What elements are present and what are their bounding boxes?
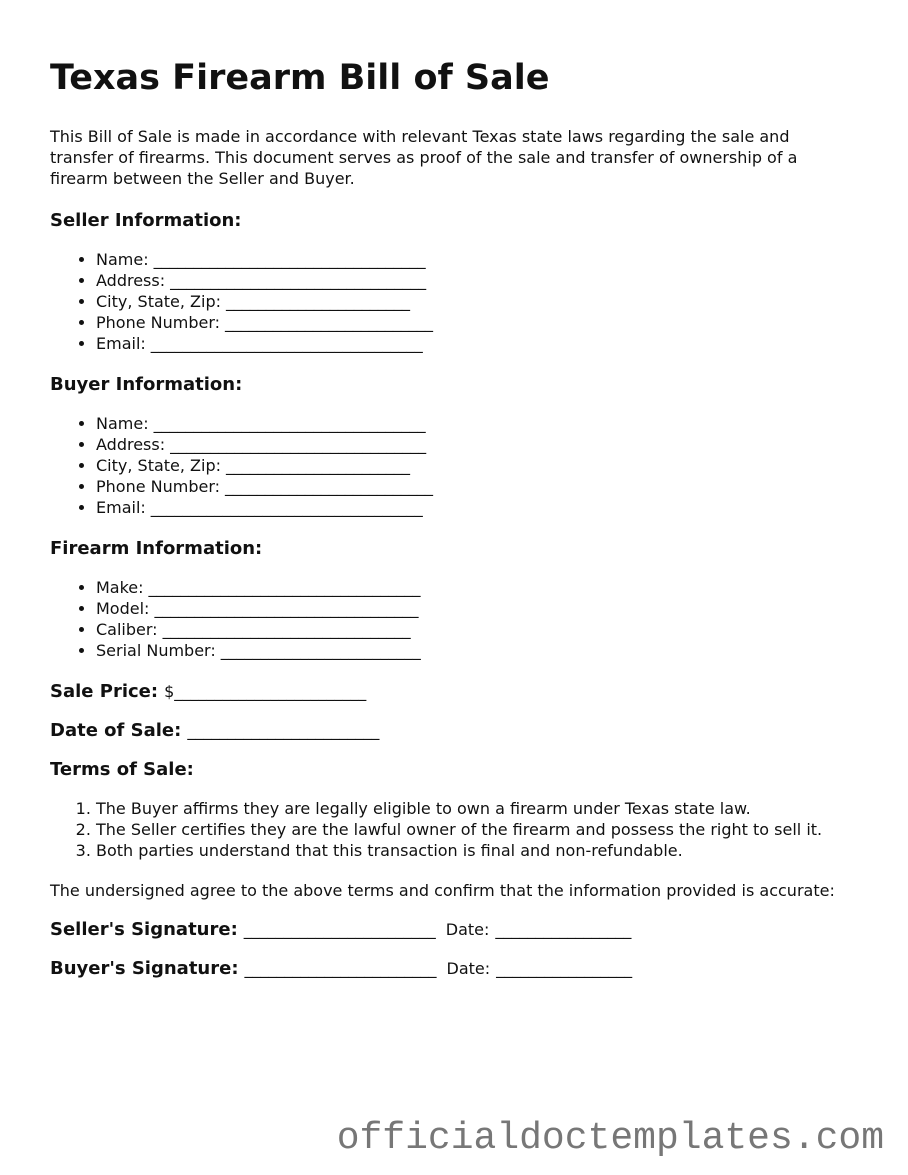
fill-in-line: _______________________ bbox=[226, 456, 411, 475]
field-label: Serial Number: bbox=[96, 641, 216, 660]
field-row-seller-address bbox=[96, 270, 860, 291]
term-item-2: 2. The Seller certifies they are the lawful owner of the firearm and possess the right to sell it. bbox=[96, 819, 860, 840]
seller-information-section bbox=[50, 209, 860, 354]
buyer-signature-label: Buyer's Signature: bbox=[50, 958, 239, 979]
field-row-buyer-email bbox=[96, 497, 860, 518]
fill-in-line: __________________________________ bbox=[148, 578, 421, 597]
term-item-3: 3. Both parties understand that this transaction is final and non-refundable. bbox=[96, 840, 860, 861]
field-row-seller-city-state-zip bbox=[96, 291, 860, 312]
field-label: Address: bbox=[96, 271, 166, 290]
fill-in-line: __________________________________ bbox=[153, 414, 426, 433]
intro-paragraph: This Bill of Sale is made in accordance with relevant Texas state laws regarding the sale and transfer of firearms. This document serves as proof of the sale and transfer of ownership of a firearm between the Seller and Buyer. bbox=[50, 127, 798, 188]
fill-in-line: __________________________________ bbox=[150, 334, 423, 353]
field-row-buyer-name bbox=[96, 413, 860, 434]
watermark-text: officialdoctemplates.com bbox=[336, 1117, 884, 1160]
field-label: Address: bbox=[96, 435, 166, 454]
field-row-seller-phone bbox=[96, 312, 860, 333]
field-row-seller-name bbox=[96, 249, 860, 270]
seller-signature-row bbox=[50, 918, 860, 941]
fill-in-line: _______________________ bbox=[226, 292, 411, 311]
fill-in-line: __________________________________ bbox=[153, 250, 426, 269]
field-label: Make: bbox=[96, 578, 144, 597]
agreement-paragraph: The undersigned agree to the above terms and confirm that the information provided is accurate: bbox=[50, 881, 835, 900]
field-label: Email: bbox=[96, 334, 146, 353]
terms-of-sale-heading: Terms of Sale: bbox=[50, 759, 194, 780]
field-label: Email: bbox=[96, 498, 146, 517]
signature-line: ________________________ bbox=[243, 920, 436, 939]
fill-in-line: _________________________________ bbox=[154, 599, 419, 618]
field-label: Caliber: bbox=[96, 620, 158, 639]
buyer-information-heading: Buyer Information: bbox=[50, 374, 243, 395]
field-label: Name: bbox=[96, 414, 149, 433]
field-label: Phone Number: bbox=[96, 477, 221, 496]
terms-of-sale-section bbox=[50, 758, 860, 861]
field-label: Name: bbox=[96, 250, 149, 269]
firearm-field-list bbox=[50, 577, 860, 661]
term-item-1: 1. The Buyer affirms they are legally eligible to own a firearm under Texas state law. bbox=[96, 798, 860, 819]
field-label: City, State, Zip: bbox=[96, 292, 222, 311]
date-of-sale-row bbox=[50, 719, 860, 742]
field-row-buyer-city-state-zip bbox=[96, 455, 860, 476]
fill-in-line: __________________________________ bbox=[150, 498, 423, 517]
fill-in-line: __________________________ bbox=[225, 477, 434, 496]
sale-price-row bbox=[50, 680, 860, 703]
date-of-sale-label: Date of Sale: bbox=[50, 720, 182, 741]
field-label: City, State, Zip: bbox=[96, 456, 222, 475]
date-line: _________________ bbox=[495, 920, 632, 939]
currency-symbol: $ bbox=[164, 682, 175, 701]
field-row-seller-email bbox=[96, 333, 860, 354]
seller-field-list bbox=[50, 249, 860, 354]
field-row-firearm-make bbox=[96, 577, 860, 598]
buyer-information-section bbox=[50, 373, 860, 518]
document-title: Texas Firearm Bill of Sale bbox=[50, 58, 550, 98]
seller-signature-label: Seller's Signature: bbox=[50, 919, 238, 940]
seller-information-heading: Seller Information: bbox=[50, 210, 242, 231]
date-label: Date: bbox=[446, 959, 491, 978]
buyer-signature-row bbox=[50, 957, 860, 980]
fill-in-line: ________________________________ bbox=[170, 271, 427, 290]
field-row-firearm-caliber bbox=[96, 619, 860, 640]
fill-in-line: __________________________ bbox=[225, 313, 434, 332]
fill-in-line: _________________________ bbox=[220, 641, 421, 660]
field-row-firearm-serial-number bbox=[96, 640, 860, 661]
date-label: Date: bbox=[445, 920, 490, 939]
buyer-field-list bbox=[50, 413, 860, 518]
fill-in-line: ________________________ bbox=[187, 721, 380, 740]
field-row-buyer-phone bbox=[96, 476, 860, 497]
signature-line: ________________________ bbox=[244, 959, 437, 978]
field-row-firearm-model bbox=[96, 598, 860, 619]
terms-list bbox=[50, 798, 860, 861]
fill-in-line: _______________________________ bbox=[162, 620, 411, 639]
field-label: Model: bbox=[96, 599, 150, 618]
fill-in-line: ________________________ bbox=[174, 682, 367, 701]
date-line: _________________ bbox=[496, 959, 633, 978]
firearm-information-section bbox=[50, 537, 860, 661]
field-row-buyer-address bbox=[96, 434, 860, 455]
sale-price-label: Sale Price: bbox=[50, 681, 159, 702]
firearm-information-heading: Firearm Information: bbox=[50, 538, 263, 559]
field-label: Phone Number: bbox=[96, 313, 221, 332]
fill-in-line: ________________________________ bbox=[170, 435, 427, 454]
